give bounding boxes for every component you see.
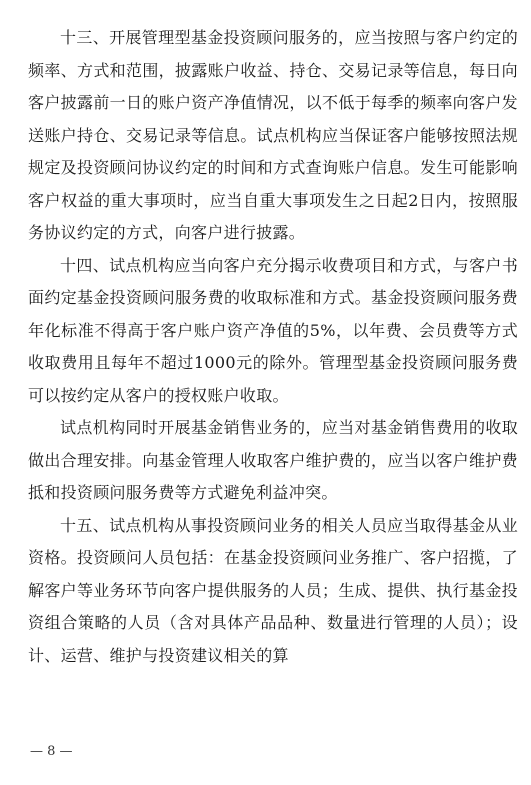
paragraph-13: 十三、开展管理型基金投资顾问服务的，应当按照与客户约定的频率、方式和范围，披露账户收益、持仓、交易记录等信息，每日向客户披露前一日的账户资产净值情况，以不低于每季的频率向客户发送账户持仓、交易记录等信息。试点机构应当保证客户能够按照法规规定及投资顾问协议约定的时间和方式查询账户信息。发生可能影响客户权益的重大事项时，应当自重大事项发生之日起2日内，按照服务协议约定的方式，向客户进行披露。 <box>28 28 518 242</box>
page-number: — 8 — <box>30 744 73 759</box>
paragraph-14-continued: 试点机构同时开展基金销售业务的，应当对基金销售费用的收取做出合理安排。向基金管理人收取客户维护费的，应当以客户维护费抵和投资顾问服务费等方式避免利益冲突。 <box>28 418 518 502</box>
paragraph-15: 十五、试点机构从事投资顾问业务的相关人员应当取得基金从业资格。投资顾问人员包括：在基金投资顾问业务推广、客户招揽，了解客户等业务环节向客户提供服务的人员；生成、提供、执行基金投资组合策略的人员（含对具体产品品种、数量进行管理的人员）；设计、运营、维护与投资建议相关的算 <box>28 515 518 665</box>
paragraph-14: 十四、试点机构应当向客户充分揭示收费项目和方式，与客户书面约定基金投资顾问服务费的收取标准和方式。基金投资顾问服务费年化标准不得高于客户账户资产净值的5%，以年费、会员费等方式收取费用且每年不超过1000元的除外。管理型基金投资顾问服务费可以按约定从客户的授权账户收取。 <box>28 255 518 405</box>
document-body <box>28 22 518 672</box>
